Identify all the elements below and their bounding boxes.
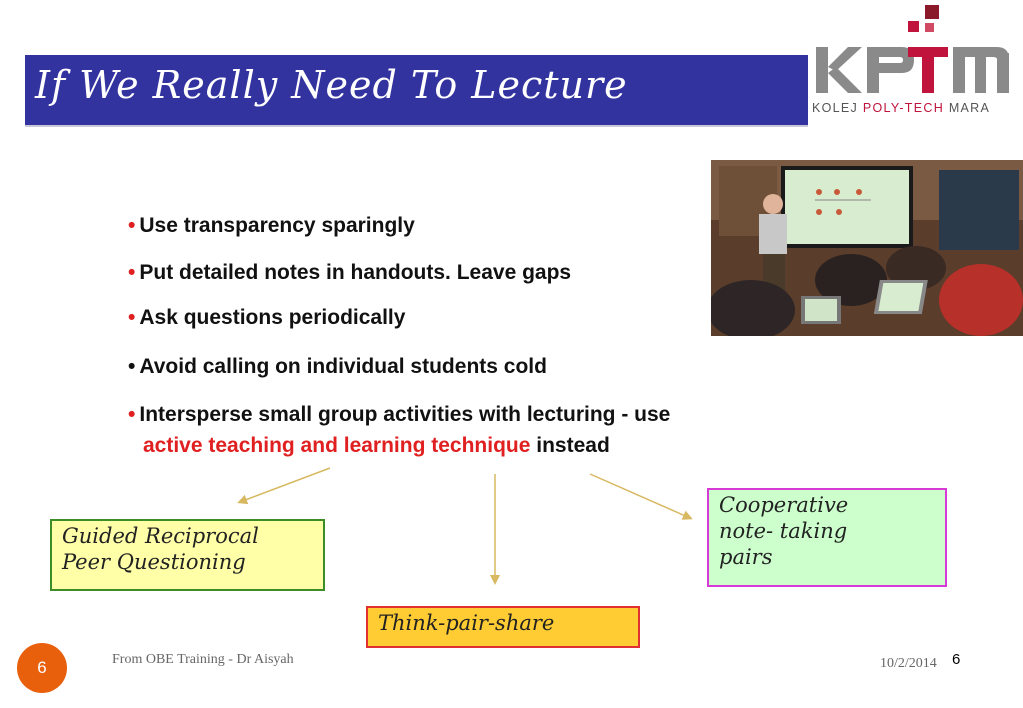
technique-label: Guided Reciprocal (62, 524, 259, 548)
logo-subtitle-part: KOLEJ (812, 101, 863, 115)
bullet-dot: • (128, 214, 136, 237)
bullet-dot: • (128, 355, 136, 378)
bullet-item (128, 403, 670, 427)
bullet-text: instead (530, 434, 610, 457)
arrow-right (590, 474, 690, 518)
bullet-text: Use transparency sparingly (139, 214, 415, 237)
bullet-item (128, 306, 405, 330)
arrow-left (240, 468, 330, 502)
bullet-text: Ask questions periodically (139, 306, 406, 329)
technique-box-cooperative (707, 488, 947, 587)
bullet-text: Intersperse small group activities with lecturing - use (139, 403, 671, 426)
title-bar (25, 55, 808, 127)
slide-title: If We Really Need To Lecture (35, 63, 628, 107)
classroom-photo (711, 160, 1023, 336)
footer-date: 10/2/2014 (880, 656, 937, 671)
bullet-continuation (143, 434, 610, 458)
bullet-text: Put detailed notes in handouts. Leave gaps (139, 261, 572, 284)
logo-subtitle-red: POLY-TECH (862, 101, 945, 115)
bullet-dot: • (128, 403, 136, 426)
page-number-badge (17, 643, 67, 693)
technique-label: pairs (719, 545, 773, 569)
footer-slide-number: 6 (952, 651, 961, 668)
bullet-item (128, 261, 571, 285)
technique-label: Cooperative (719, 493, 849, 517)
technique-label: Peer Questioning (62, 550, 246, 574)
bullet-dot: • (128, 261, 136, 284)
bullet-text: Avoid calling on individual students cold (139, 355, 547, 378)
kptm-logo (812, 5, 1017, 125)
highlighted-technique: active teaching and learning technique (143, 434, 531, 457)
technique-box-guided-reciprocal (50, 519, 325, 591)
logo-subtitle (812, 101, 990, 115)
footer-source: From OBE Training - Dr Aisyah (112, 652, 294, 667)
technique-label: Think-pair-share (378, 611, 555, 635)
technique-label: note- taking (719, 519, 848, 543)
logo-subtitle-part: MARA (944, 101, 991, 115)
bullet-item (128, 355, 547, 379)
kptm-logo-mark (812, 5, 1017, 100)
technique-box-think-pair-share (366, 606, 640, 648)
page-number: 6 (37, 658, 47, 677)
bullet-item (128, 214, 415, 238)
bullet-dot: • (128, 306, 136, 329)
